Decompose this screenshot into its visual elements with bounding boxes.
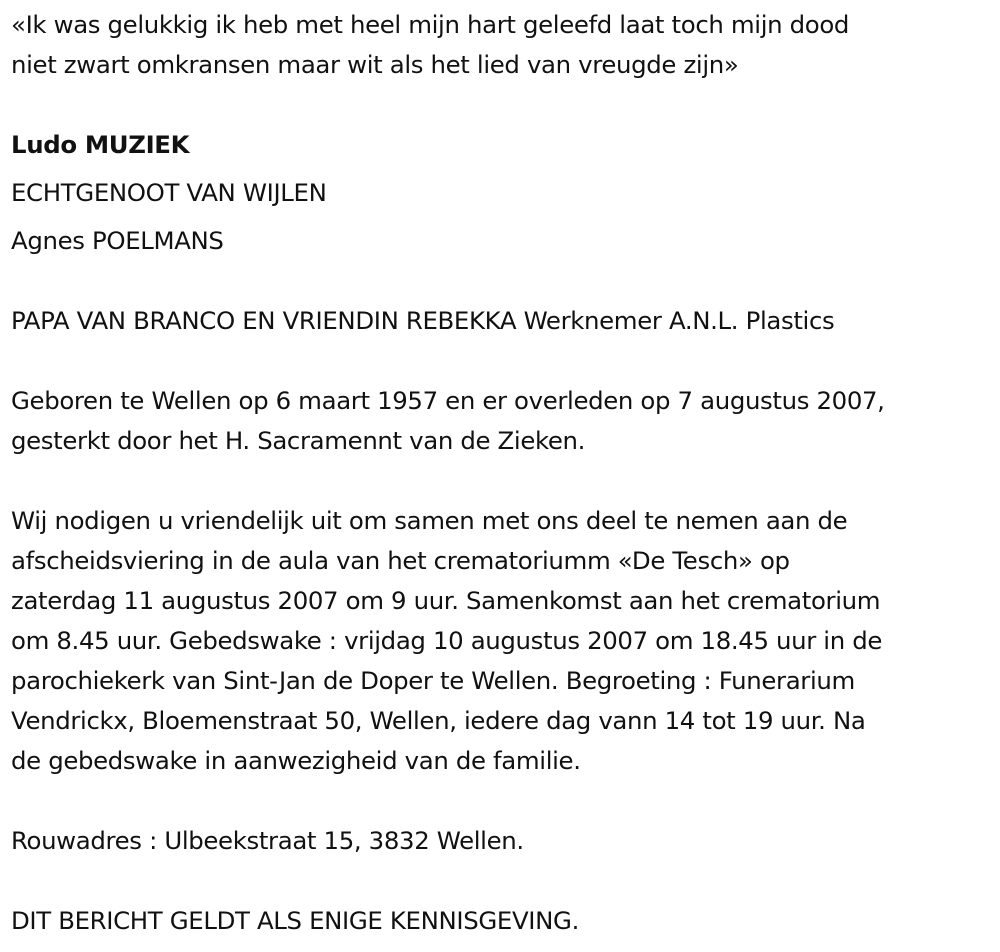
quote-line: «Ik was gelukkig ik heb met heel mijn hart geleefd laat toch mijn dood bbox=[11, 10, 850, 39]
quote-line: niet zwart omkransen maar wit als het lied van vreugde zijn» bbox=[11, 50, 739, 79]
paragraph-line: afscheidsviering in de aula van het crematoriumm «De Tesch» op bbox=[11, 546, 790, 575]
paragraph-line: de gebedswake in aanwezigheid van de familie. bbox=[11, 746, 581, 775]
paragraph-line: Wij nodigen u vriendelijk uit om samen met ons deel te nemen aan de bbox=[11, 506, 848, 535]
paragraph-line: om 8.45 uur. Gebedswake : vrijdag 10 augustus 2007 om 18.45 uur in de bbox=[11, 626, 883, 655]
family-line: PAPA VAN BRANCO EN VRIENDIN REBEKKA Werknemer A.N.L. Plastics bbox=[11, 306, 835, 335]
notice-line: DIT BERICHT GELDT ALS ENIGE KENNISGEVING. bbox=[11, 906, 580, 935]
paragraph-line: gesterkt door het H. Sacramennt van de Zieken. bbox=[11, 426, 586, 455]
spouse-name: Agnes POELMANS bbox=[11, 226, 224, 255]
mourning-address: Rouwadres : Ulbeekstraat 15, 3832 Wellen. bbox=[11, 826, 524, 855]
paragraph-line: Geboren te Wellen op 6 maart 1957 en er overleden op 7 augustus 2007, bbox=[11, 386, 885, 415]
paragraph-line: parochiekerk van Sint-Jan de Doper te Wellen. Begroeting : Funerarium bbox=[11, 666, 855, 695]
paragraph-line: Vendrickx, Bloemenstraat 50, Wellen, iedere dag vann 14 tot 19 uur. Na bbox=[11, 706, 866, 735]
deceased-name: Ludo MUZIEK bbox=[11, 130, 190, 159]
paragraph-line: zaterdag 11 augustus 2007 om 9 uur. Samenkomst aan het crematorium bbox=[11, 586, 881, 615]
spouse-label: ECHTGENOOT VAN WIJLEN bbox=[11, 178, 327, 207]
